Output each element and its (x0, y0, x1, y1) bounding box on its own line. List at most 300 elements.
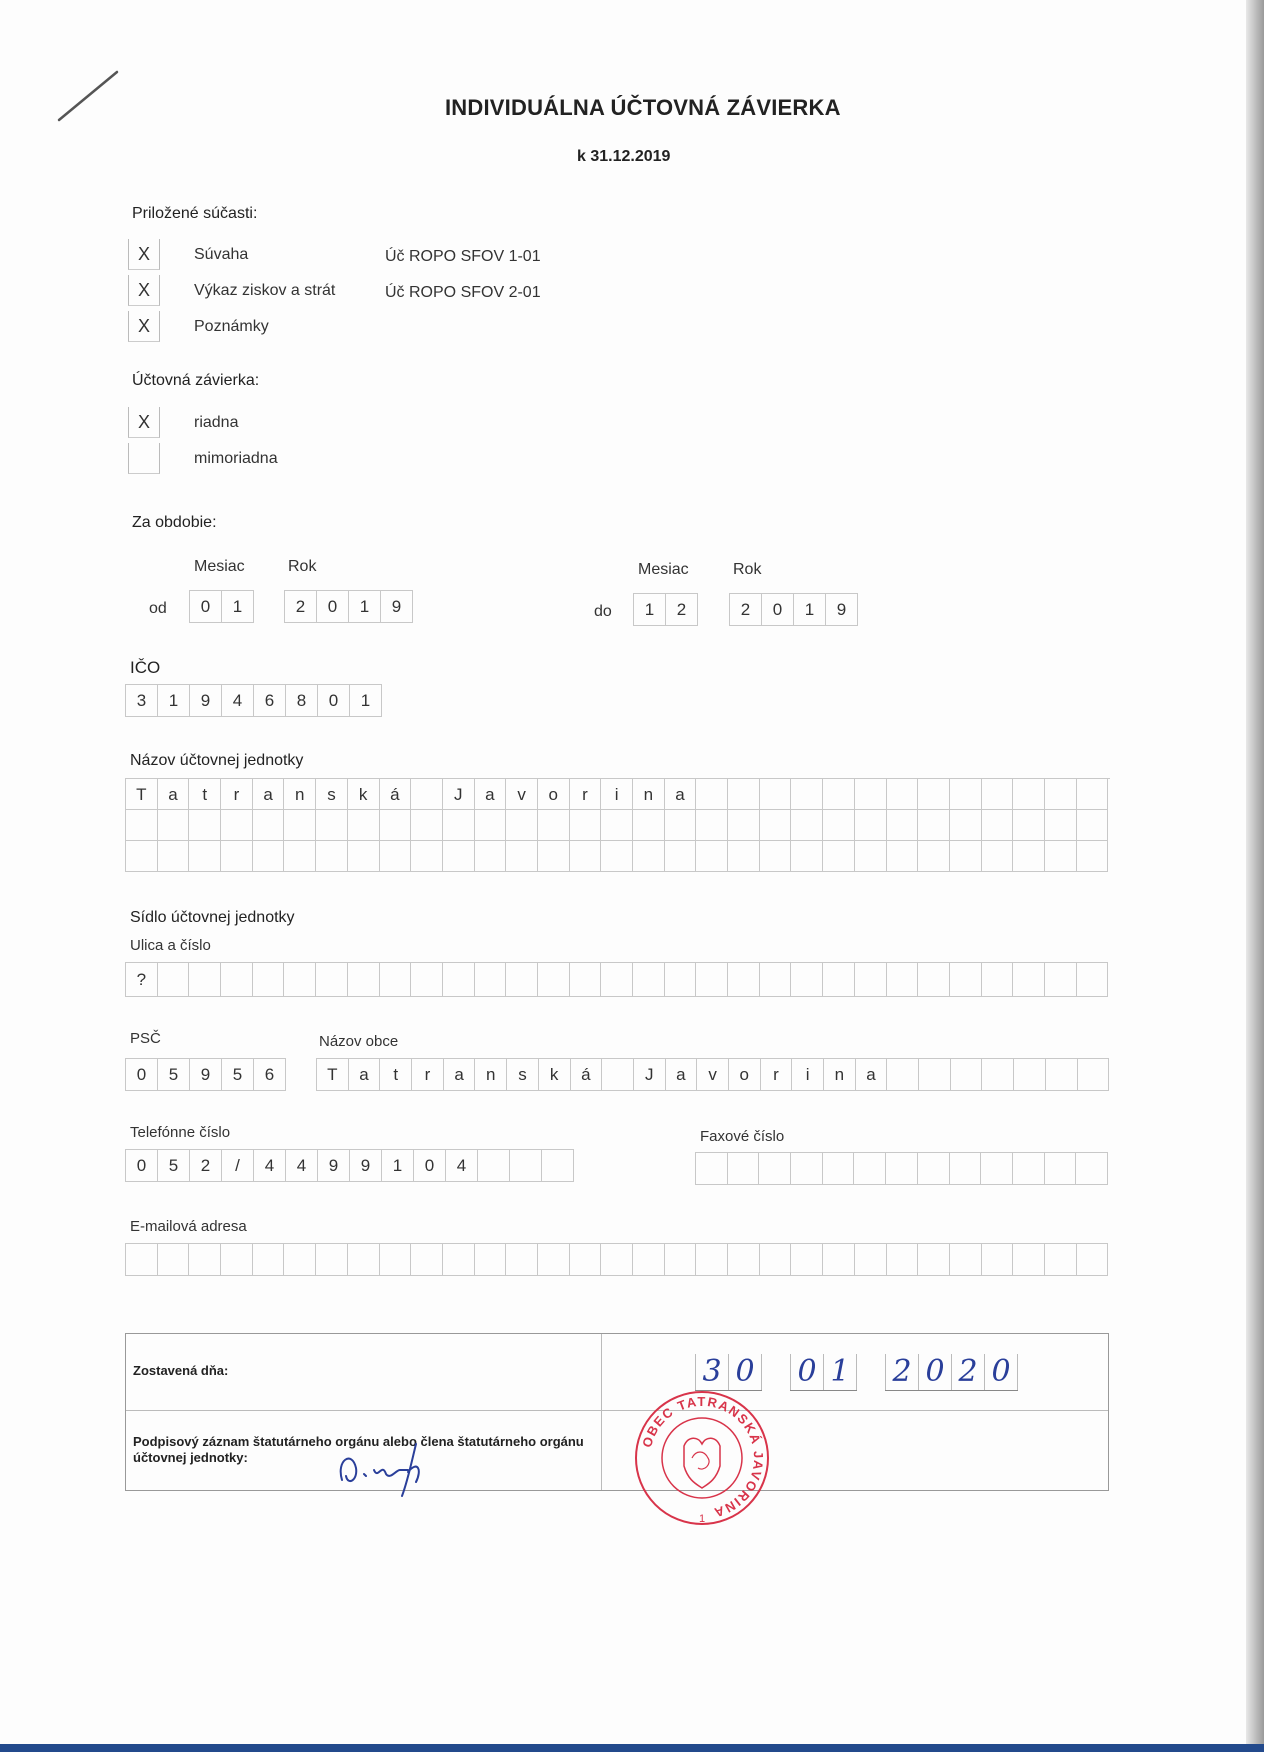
ico-label: IČO (130, 658, 161, 677)
grid-cell (601, 810, 633, 841)
grid-cell (253, 810, 285, 841)
sign-label-line2: účtovnej jednotky: (133, 1450, 248, 1465)
grid-cell (443, 841, 475, 872)
grid-cell: ? (126, 963, 158, 997)
grid-cell (1077, 1244, 1109, 1276)
grid-cell: á (571, 1059, 603, 1091)
grid-cell: n (284, 779, 316, 810)
grid-cell: 2 (285, 591, 317, 623)
grid-cell: 1 (634, 594, 666, 626)
grid-cell (696, 1153, 728, 1185)
grid-cell (760, 779, 792, 810)
grid-cell (854, 1153, 886, 1185)
grid-cell: 0 (317, 591, 349, 623)
signature-box-divider (601, 1334, 602, 1490)
grid-cell (855, 810, 887, 841)
grid-cell: 4 (446, 1150, 478, 1182)
pen-stroke-mark (55, 66, 125, 126)
grid-cell (1076, 1153, 1108, 1185)
grid-cell (728, 963, 760, 997)
grid-cell (284, 1244, 316, 1276)
grid-cell (221, 1244, 253, 1276)
grid-cell: á (380, 779, 412, 810)
grid-cell (411, 1244, 443, 1276)
grid-cell (633, 963, 665, 997)
street-field[interactable] (125, 962, 1108, 997)
grid-cell (918, 810, 950, 841)
grid-cell (411, 779, 443, 810)
grid-cell (1046, 1059, 1078, 1091)
stamp-text: OBEC TATRANSKÁ JAVORINA (639, 1393, 767, 1521)
grid-cell (316, 1244, 348, 1276)
handwritten-digit: 3 (695, 1354, 729, 1390)
grid-cell: 1 (350, 685, 382, 717)
grid-cell (478, 1150, 510, 1182)
grid-cell (443, 963, 475, 997)
closing-checkbox-mimoriadna[interactable] (128, 443, 160, 474)
grid-cell (506, 963, 538, 997)
grid-cell: 9 (826, 594, 858, 626)
grid-cell: 1 (794, 594, 826, 626)
grid-cell (475, 1244, 507, 1276)
grid-cell (760, 841, 792, 872)
closing-checkbox-riadna[interactable]: X (128, 407, 160, 438)
grid-cell: i (601, 779, 633, 810)
phone-label: Telefónne číslo (130, 1124, 231, 1141)
grid-cell (1078, 1059, 1110, 1091)
grid-cell: a (349, 1059, 381, 1091)
grid-cell: 1 (222, 591, 254, 623)
grid-cell (760, 963, 792, 997)
grid-cell (982, 1059, 1014, 1091)
grid-cell (982, 841, 1014, 872)
grid-cell (189, 1244, 221, 1276)
grid-cell (570, 810, 602, 841)
handwritten-digit: 0 (790, 1354, 824, 1390)
grid-cell (1013, 1153, 1045, 1185)
grid-cell: J (443, 779, 475, 810)
attachment-name: Súvaha (194, 246, 249, 263)
grid-cell (918, 1244, 950, 1276)
grid-cell (665, 963, 697, 997)
grid-cell (918, 779, 950, 810)
grid-cell (728, 841, 760, 872)
to-year-label: Rok (733, 561, 762, 578)
grid-cell (316, 841, 348, 872)
grid-cell: 6 (254, 1059, 286, 1091)
attachment-checkbox-vykaz[interactable]: X (128, 275, 160, 306)
handwritten-digit: 0 (919, 1354, 952, 1390)
attachment-code: Úč ROPO SFOV 1-01 (385, 248, 541, 265)
grid-cell (791, 1153, 823, 1185)
grid-cell (538, 810, 570, 841)
grid-cell: 4 (286, 1150, 318, 1182)
grid-cell (665, 1244, 697, 1276)
handwritten-digit: 0 (985, 1354, 1018, 1390)
grid-cell (570, 1244, 602, 1276)
grid-cell (284, 841, 316, 872)
grid-cell: n (824, 1059, 856, 1091)
compiled-year-field[interactable] (885, 1354, 1018, 1391)
grid-cell (887, 1059, 919, 1091)
grid-cell (982, 1244, 1014, 1276)
psc-label: PSČ (130, 1030, 161, 1047)
grid-cell (126, 810, 158, 841)
report-date: k 31.12.2019 (577, 148, 671, 165)
grid-cell: o (729, 1059, 761, 1091)
grid-cell (950, 779, 982, 810)
grid-cell: n (633, 779, 665, 810)
period-label: Za obdobie: (132, 514, 217, 531)
grid-cell: o (538, 779, 570, 810)
handwritten-digit: 2 (952, 1354, 985, 1390)
grid-cell: s (507, 1059, 539, 1091)
phone-field[interactable] (125, 1149, 574, 1182)
grid-cell (918, 963, 950, 997)
official-stamp (632, 1388, 772, 1528)
closing-type-label: Účtovná závierka: (132, 372, 260, 389)
grid-cell (981, 1153, 1013, 1185)
grid-cell (158, 810, 190, 841)
grid-cell (542, 1150, 574, 1182)
grid-cell (728, 779, 760, 810)
grid-cell: J (634, 1059, 666, 1091)
grid-cell (126, 841, 158, 872)
grid-cell (950, 841, 982, 872)
grid-cell (316, 963, 348, 997)
grid-cell: 9 (190, 685, 222, 717)
grid-cell (601, 963, 633, 997)
closing-option-label: mimoriadna (194, 450, 278, 467)
grid-cell (633, 810, 665, 841)
grid-cell (823, 841, 855, 872)
grid-cell (1077, 779, 1109, 810)
grid-cell (918, 1153, 950, 1185)
grid-cell (601, 1244, 633, 1276)
grid-cell: 9 (190, 1059, 222, 1091)
from-year-label: Rok (288, 558, 317, 575)
grid-cell (1014, 1059, 1046, 1091)
grid-cell (443, 810, 475, 841)
grid-cell: r (221, 779, 253, 810)
grid-cell (696, 841, 728, 872)
grid-cell: T (317, 1059, 349, 1091)
grid-cell: 2 (190, 1150, 222, 1182)
grid-cell (284, 963, 316, 997)
grid-cell (855, 1244, 887, 1276)
svg-text:OBEC TATRANSKÁ JAVORINA (639, 1394, 766, 1521)
grid-cell (189, 810, 221, 841)
grid-cell: 0 (762, 594, 794, 626)
grid-cell: a (665, 779, 697, 810)
grid-cell (886, 1153, 918, 1185)
grid-cell (538, 1244, 570, 1276)
grid-cell (158, 841, 190, 872)
grid-cell: 1 (349, 591, 381, 623)
grid-cell: v (697, 1059, 729, 1091)
grid-cell: 5 (158, 1059, 190, 1091)
grid-cell (950, 963, 982, 997)
grid-cell (506, 1244, 538, 1276)
grid-cell: 9 (381, 591, 413, 623)
grid-cell (380, 1244, 412, 1276)
address-label: Sídlo účtovnej jednotky (130, 909, 295, 926)
grid-cell (475, 810, 507, 841)
handwritten-digit: 0 (729, 1354, 762, 1390)
grid-cell (443, 1244, 475, 1276)
grid-cell (475, 841, 507, 872)
email-field[interactable] (125, 1243, 1108, 1276)
scan-edge (1246, 0, 1264, 1752)
grid-cell (728, 1244, 760, 1276)
grid-cell: 5 (158, 1150, 190, 1182)
grid-cell: T (126, 779, 158, 810)
grid-cell (791, 841, 823, 872)
grid-cell (221, 963, 253, 997)
attachment-code: Úč ROPO SFOV 2-01 (385, 284, 541, 301)
from-year-field[interactable] (284, 590, 413, 623)
entity-name-field[interactable] (125, 778, 1110, 872)
city-field[interactable] (316, 1058, 1109, 1091)
grid-cell (158, 1244, 190, 1276)
grid-cell (538, 841, 570, 872)
handwritten-digit: 1 (824, 1354, 857, 1390)
grid-cell (316, 810, 348, 841)
fax-field[interactable] (695, 1152, 1108, 1185)
grid-cell (982, 810, 1014, 841)
grid-cell (1013, 841, 1045, 872)
grid-cell (1045, 779, 1077, 810)
grid-cell: a (444, 1059, 476, 1091)
grid-cell (1077, 963, 1109, 997)
grid-cell: 0 (318, 685, 350, 717)
grid-cell (855, 779, 887, 810)
grid-cell (665, 841, 697, 872)
grid-cell (919, 1059, 951, 1091)
grid-cell (1013, 779, 1045, 810)
attachment-name: Poznámky (194, 318, 269, 335)
grid-cell (951, 1059, 983, 1091)
grid-cell: a (253, 779, 285, 810)
grid-cell (791, 810, 823, 841)
street-label: Ulica a číslo (130, 937, 211, 954)
grid-cell (380, 963, 412, 997)
grid-cell: 1 (158, 685, 190, 717)
grid-cell (728, 810, 760, 841)
grid-cell (696, 810, 728, 841)
attachments-label: Priložené súčasti: (132, 205, 258, 222)
grid-cell: 9 (318, 1150, 350, 1182)
grid-cell (348, 963, 380, 997)
grid-cell (887, 810, 919, 841)
to-month-label: Mesiac (638, 561, 689, 578)
grid-cell (506, 841, 538, 872)
grid-cell (475, 963, 507, 997)
grid-cell (1045, 1244, 1077, 1276)
grid-cell: 3 (126, 685, 158, 717)
compiled-month-field[interactable] (790, 1354, 857, 1391)
signature-box-row-divider (126, 1410, 1108, 1411)
grid-cell (696, 963, 728, 997)
grid-cell (887, 841, 919, 872)
grid-cell (348, 810, 380, 841)
grid-cell (1045, 963, 1077, 997)
sign-label-line1: Podpisový záznam štatutárneho orgánu alebo člena štatutárneho orgánu (133, 1434, 584, 1449)
grid-cell (823, 963, 855, 997)
grid-cell (1045, 810, 1077, 841)
grid-cell (1045, 841, 1077, 872)
grid-cell (1077, 841, 1109, 872)
grid-cell (411, 841, 443, 872)
grid-cell (887, 1244, 919, 1276)
stamp-number: 1 (698, 1513, 706, 1525)
grid-cell (791, 1244, 823, 1276)
grid-cell (380, 810, 412, 841)
attachment-checkbox-suvaha[interactable]: X (128, 239, 160, 270)
grid-cell (601, 841, 633, 872)
to-month-field[interactable] (633, 593, 698, 626)
grid-cell (855, 963, 887, 997)
grid-cell (380, 841, 412, 872)
attachment-name: Výkaz ziskov a strát (194, 282, 336, 299)
grid-cell (759, 1153, 791, 1185)
grid-cell (411, 963, 443, 997)
grid-cell (823, 779, 855, 810)
city-label: Názov obce (319, 1033, 399, 1050)
to-year-field[interactable] (729, 593, 858, 626)
grid-cell (760, 1244, 792, 1276)
attachment-checkbox-poznamky[interactable]: X (128, 311, 160, 342)
from-month-field[interactable] (189, 590, 254, 623)
grid-cell: k (539, 1059, 571, 1091)
handwritten-digit: 2 (885, 1354, 919, 1390)
grid-cell (823, 810, 855, 841)
grid-cell: r (761, 1059, 793, 1091)
grid-cell: s (316, 779, 348, 810)
grid-cell: a (158, 779, 190, 810)
grid-cell: t (189, 779, 221, 810)
grid-cell (189, 963, 221, 997)
grid-cell (918, 841, 950, 872)
grid-cell (253, 841, 285, 872)
grid-cell (982, 963, 1014, 997)
closing-option-label: riadna (194, 414, 239, 431)
grid-cell (887, 779, 919, 810)
grid-cell (950, 810, 982, 841)
ico-field[interactable] (125, 684, 382, 717)
email-label: E-mailová adresa (130, 1218, 247, 1235)
grid-cell (1077, 810, 1109, 841)
grid-cell: v (506, 779, 538, 810)
grid-cell: n (475, 1059, 507, 1091)
grid-cell: 2 (666, 594, 698, 626)
grid-cell (253, 1244, 285, 1276)
grid-cell (887, 963, 919, 997)
grid-cell (791, 779, 823, 810)
compiled-day-field[interactable] (695, 1354, 762, 1391)
grid-cell (221, 841, 253, 872)
grid-cell: a (856, 1059, 888, 1091)
grid-cell: r (412, 1059, 444, 1091)
grid-cell (823, 1244, 855, 1276)
grid-cell: 4 (222, 685, 254, 717)
grid-cell: 6 (254, 685, 286, 717)
to-label: do (594, 603, 612, 620)
grid-cell (823, 1153, 855, 1185)
grid-cell: 0 (126, 1150, 158, 1182)
grid-cell (950, 1244, 982, 1276)
page-title: INDIVIDUÁLNA ÚČTOVNÁ ZÁVIERKA (445, 95, 841, 120)
grid-cell (982, 779, 1014, 810)
from-month-label: Mesiac (194, 558, 245, 575)
grid-cell (1013, 963, 1045, 997)
grid-cell: 2 (730, 594, 762, 626)
grid-cell: a (475, 779, 507, 810)
grid-cell (538, 963, 570, 997)
from-label: od (149, 600, 167, 617)
grid-cell (602, 1059, 634, 1091)
compiled-label: Zostavená dňa: (133, 1363, 229, 1378)
psc-field[interactable] (125, 1058, 286, 1091)
grid-cell: t (380, 1059, 412, 1091)
grid-cell: i (792, 1059, 824, 1091)
grid-cell: / (222, 1150, 254, 1182)
grid-cell (1013, 810, 1045, 841)
grid-cell: 0 (190, 591, 222, 623)
grid-cell (665, 810, 697, 841)
scan-bottom-edge (0, 1744, 1264, 1752)
grid-cell (728, 1153, 760, 1185)
grid-cell (221, 810, 253, 841)
grid-cell (791, 963, 823, 997)
grid-cell (510, 1150, 542, 1182)
grid-cell: r (570, 779, 602, 810)
grid-cell: a (666, 1059, 698, 1091)
grid-cell (189, 841, 221, 872)
grid-cell (253, 963, 285, 997)
grid-cell (126, 1244, 158, 1276)
grid-cell (348, 1244, 380, 1276)
grid-cell: 0 (414, 1150, 446, 1182)
grid-cell (348, 841, 380, 872)
grid-cell: 4 (254, 1150, 286, 1182)
grid-cell (158, 963, 190, 997)
handwritten-signature (330, 1440, 440, 1500)
entity-name-label: Názov účtovnej jednotky (130, 752, 304, 769)
grid-cell (570, 963, 602, 997)
grid-cell: 1 (382, 1150, 414, 1182)
grid-cell (633, 1244, 665, 1276)
grid-cell (760, 810, 792, 841)
grid-cell (950, 1153, 982, 1185)
grid-cell (696, 1244, 728, 1276)
grid-cell: 9 (350, 1150, 382, 1182)
grid-cell (696, 779, 728, 810)
grid-cell: k (348, 779, 380, 810)
grid-cell (506, 810, 538, 841)
grid-cell: 8 (286, 685, 318, 717)
fax-label: Faxové číslo (700, 1128, 785, 1145)
grid-cell (1013, 1244, 1045, 1276)
grid-cell (855, 841, 887, 872)
grid-cell (633, 841, 665, 872)
grid-cell (570, 841, 602, 872)
grid-cell (1045, 1153, 1077, 1185)
grid-cell (411, 810, 443, 841)
grid-cell: 5 (222, 1059, 254, 1091)
grid-cell: 0 (126, 1059, 158, 1091)
grid-cell (284, 810, 316, 841)
